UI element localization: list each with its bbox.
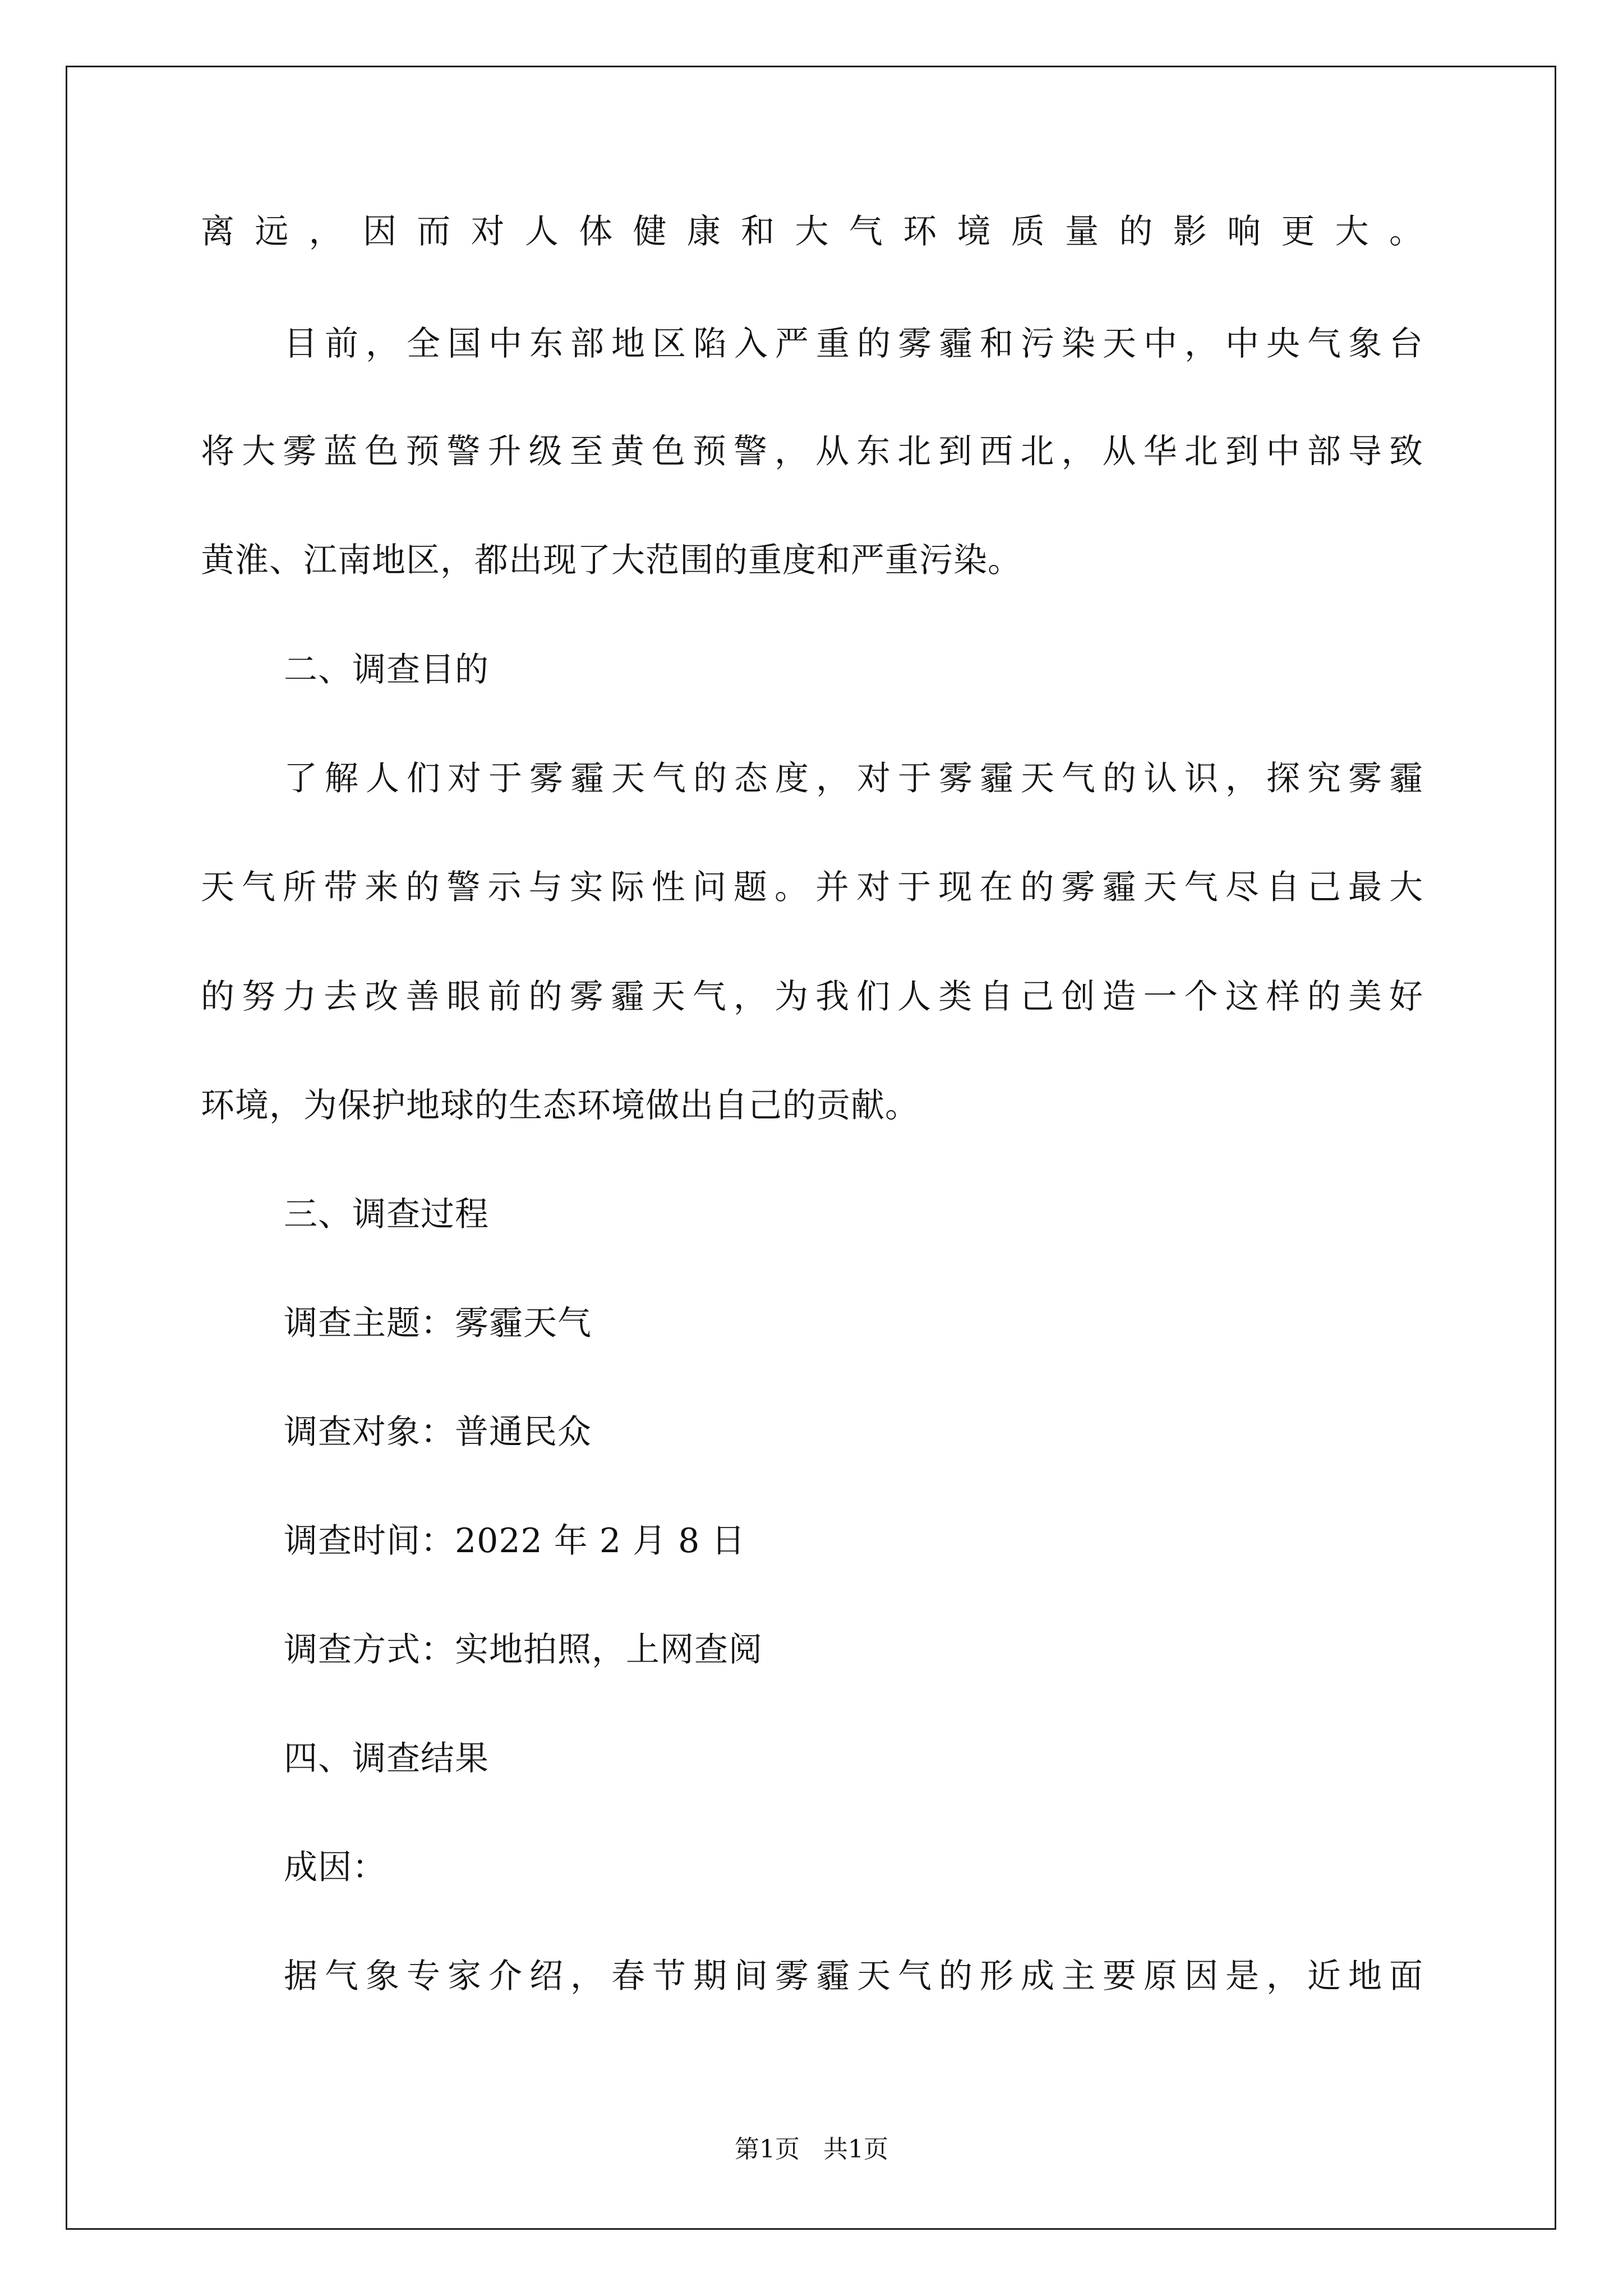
- info-line-method: 调查方式：实地拍照，上网查阅: [284, 1630, 763, 1669]
- info-line-subject: 调查对象：普通民众: [284, 1412, 592, 1452]
- paragraph-line: 将大雾蓝色预警升级至黄色预警，从东北到西北，从华北到中部导致: [201, 432, 1423, 471]
- paragraph-line: 的努力去改善眼前的雾霾天气，为我们人类自己创造一个这样的美好: [201, 977, 1423, 1016]
- info-line-topic: 调查主题：雾霾天气: [284, 1304, 592, 1343]
- info-line-date: 调查时间：2022 年 2 月 8 日: [284, 1521, 746, 1561]
- page-border: [66, 66, 1556, 2230]
- paragraph-line: 目前，全国中东部地区陷入严重的雾霾和污染天中，中央气象台: [284, 324, 1423, 364]
- paragraph-line: 据气象专家介绍，春节期间雾霾天气的形成主要原因是，近地面: [284, 1957, 1423, 1996]
- section-heading: 三、调查过程: [284, 1195, 489, 1234]
- paragraph-line: 黄淮、江南地区，都出现了大范围的重度和严重污染。: [201, 541, 1022, 580]
- paragraph-line: 了解人们对于雾霾天气的态度，对于雾霾天气的认识，探究雾霾: [284, 759, 1423, 798]
- paragraph-line: 天气所带来的警示与实际性问题。并对于现在的雾霾天气尽自己最大: [201, 868, 1423, 907]
- paragraph-line: 环境，为保护地球的生态环境做出自己的贡献。: [201, 1086, 919, 1125]
- subheading-cause: 成因：: [284, 1848, 386, 1887]
- section-heading: 四、调查结果: [284, 1739, 489, 1778]
- page-number-footer: 第1页 共1页: [735, 2135, 888, 2164]
- section-heading: 二、调查目的: [284, 650, 489, 689]
- paragraph-line: 离远，因而对人体健康和大气环境质量的影响更大。: [201, 212, 1423, 251]
